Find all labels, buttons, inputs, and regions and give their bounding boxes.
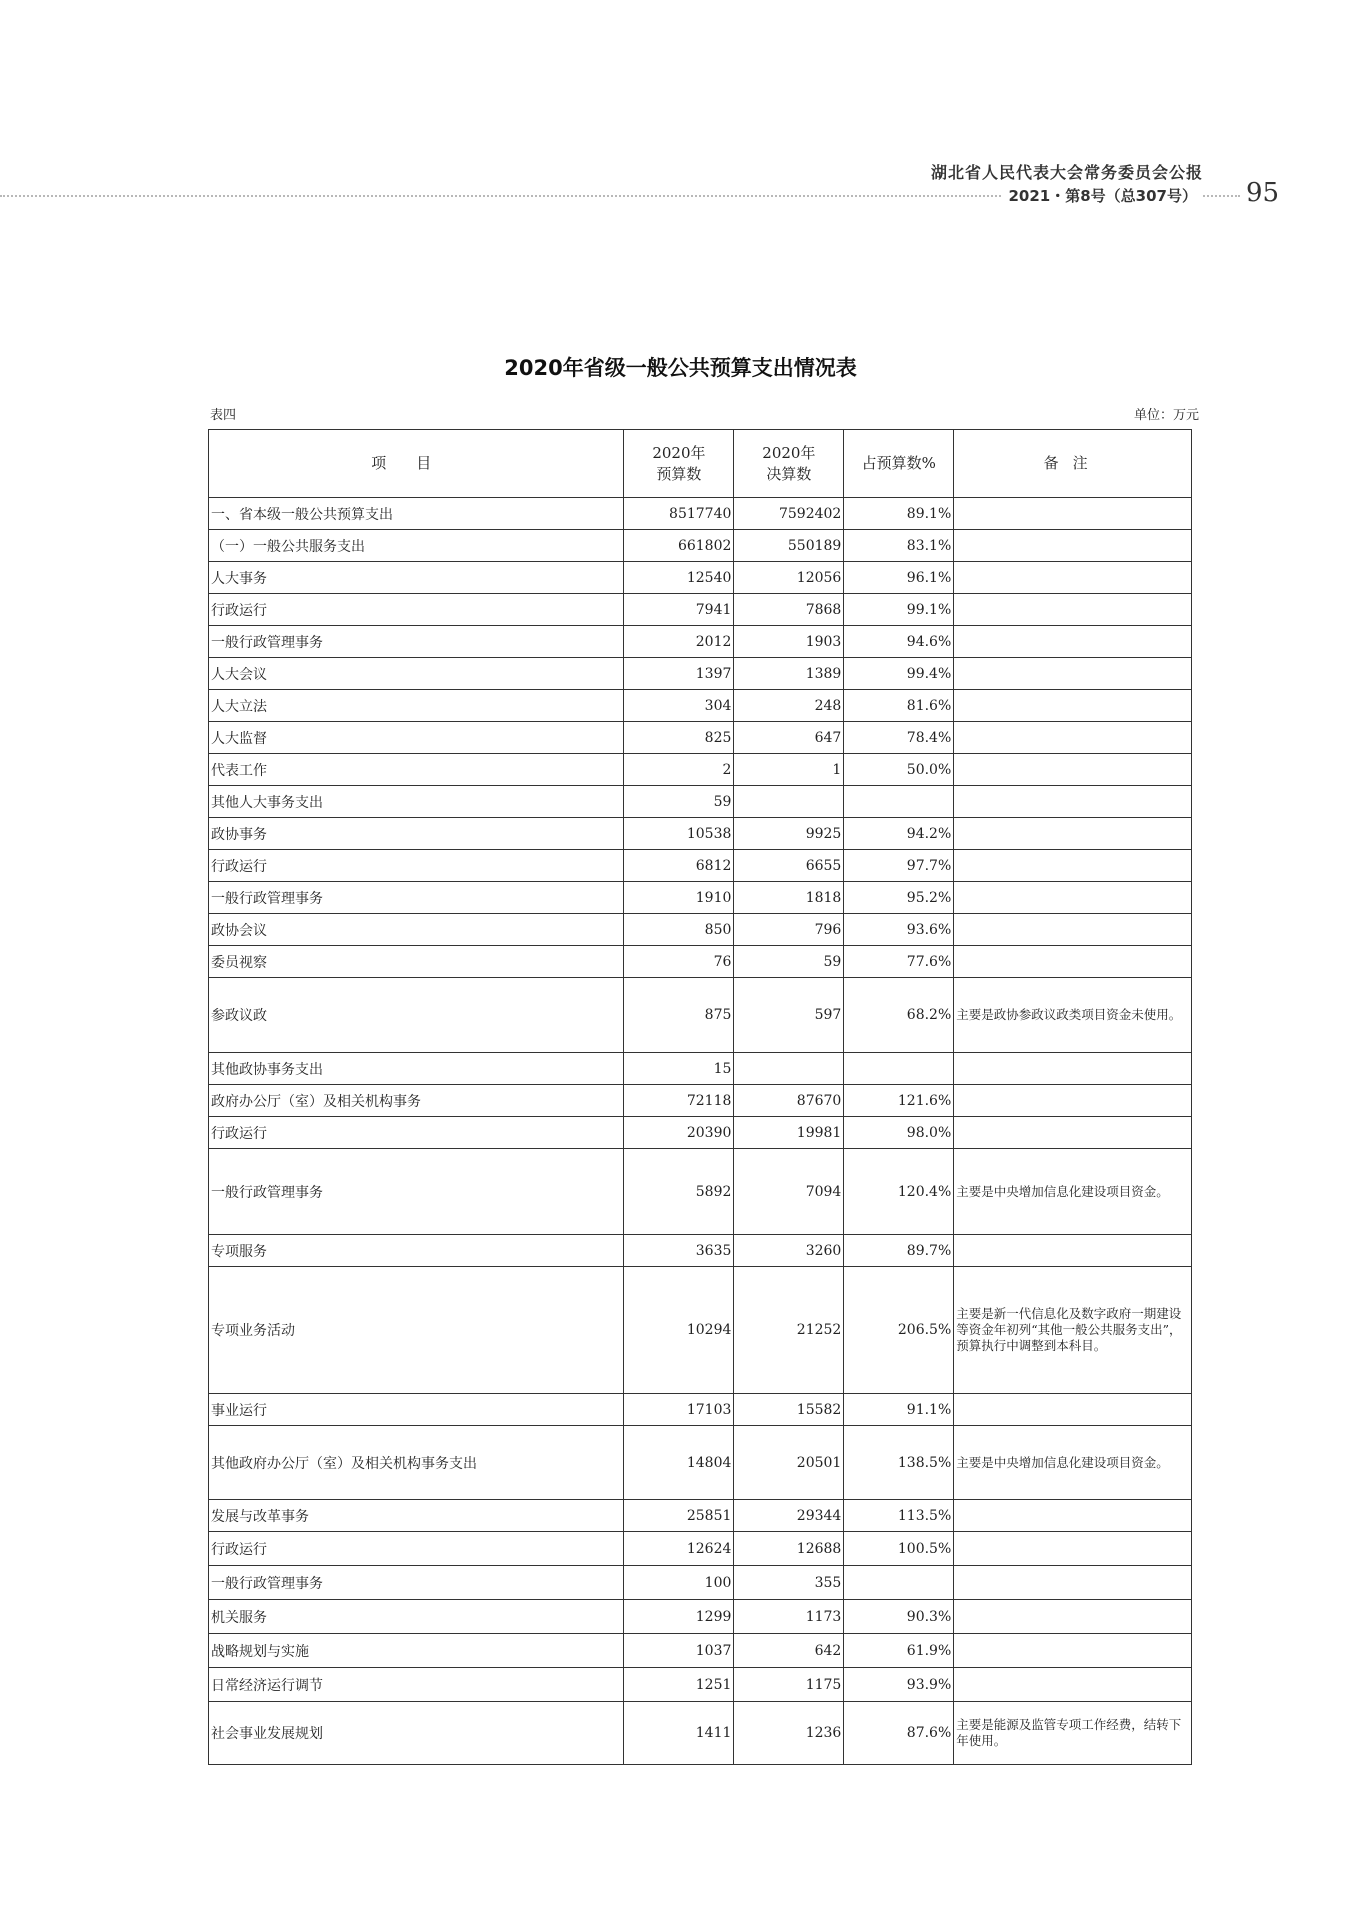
row-item-cell: 行政运行 xyxy=(209,850,624,882)
table-title: 2020年省级一般公共预算支出情况表 xyxy=(504,356,857,380)
row-ratio-cell: 100.5% xyxy=(844,1532,954,1566)
table-row xyxy=(209,1566,1192,1600)
row-item-cell: 人大事务 xyxy=(209,562,624,594)
row-final-cell: 19981 xyxy=(734,1117,844,1149)
row-item-cell: 一般行政管理事务 xyxy=(209,1566,624,1600)
row-item-cell: 专项服务 xyxy=(209,1235,624,1267)
row-final-cell: 1389 xyxy=(734,658,844,690)
row-note-cell xyxy=(954,1053,1192,1085)
row-note-cell xyxy=(954,1600,1192,1634)
table-row xyxy=(209,1702,1192,1765)
column-header-budget xyxy=(624,430,734,498)
row-item-cell: （一）一般公共服务支出 xyxy=(209,530,624,562)
row-budget-cell: 1910 xyxy=(624,882,734,914)
table-row xyxy=(209,1426,1192,1500)
row-note-cell xyxy=(954,1117,1192,1149)
table-row xyxy=(209,1053,1192,1085)
row-ratio-cell: 77.6% xyxy=(844,946,954,978)
row-final-cell: 642 xyxy=(734,1634,844,1668)
row-final-cell: 29344 xyxy=(734,1500,844,1532)
row-item-cell: 其他人大事务支出 xyxy=(209,786,624,818)
row-item-cell: 参政议政 xyxy=(209,978,624,1053)
row-note-cell xyxy=(954,914,1192,946)
table-row xyxy=(209,1668,1192,1702)
row-ratio-cell: 91.1% xyxy=(844,1394,954,1426)
row-item-cell: 人大监督 xyxy=(209,722,624,754)
table-row xyxy=(209,818,1192,850)
row-budget-cell: 15 xyxy=(624,1053,734,1085)
row-item-cell: 人大立法 xyxy=(209,690,624,722)
row-final-cell: 796 xyxy=(734,914,844,946)
publication-issue: 2021・第8号（总307号） xyxy=(1003,185,1204,206)
row-note-cell: 主要是政协参政议政类项目资金未使用。 xyxy=(954,978,1192,1053)
row-ratio-cell: 87.6% xyxy=(844,1702,954,1765)
row-final-cell: 59 xyxy=(734,946,844,978)
table-row xyxy=(209,594,1192,626)
row-final-cell: 550189 xyxy=(734,530,844,562)
table-label: 表四 xyxy=(210,408,237,423)
row-note-cell: 主要是新一代信息化及数字政府一期建设等资金年初列“其他一般公共服务支出”，预算执行中调整到本科目。 xyxy=(954,1267,1192,1394)
row-item-cell: 战略规划与实施 xyxy=(209,1634,624,1668)
row-budget-cell: 1037 xyxy=(624,1634,734,1668)
row-ratio-cell: 78.4% xyxy=(844,722,954,754)
row-ratio-cell: 95.2% xyxy=(844,882,954,914)
row-ratio-cell: 89.7% xyxy=(844,1235,954,1267)
table-row xyxy=(209,1394,1192,1426)
row-item-cell: 政协会议 xyxy=(209,914,624,946)
row-note-cell xyxy=(954,754,1192,786)
row-budget-cell: 12540 xyxy=(624,562,734,594)
row-final-cell: 7094 xyxy=(734,1149,844,1235)
row-item-cell: 机关服务 xyxy=(209,1600,624,1634)
row-final-cell: 7592402 xyxy=(734,498,844,530)
table-row xyxy=(209,626,1192,658)
row-budget-cell: 25851 xyxy=(624,1500,734,1532)
row-final-cell: 9925 xyxy=(734,818,844,850)
row-budget-cell: 12624 xyxy=(624,1532,734,1566)
row-note-cell xyxy=(954,1085,1192,1117)
row-ratio-cell xyxy=(844,1566,954,1600)
row-ratio-cell: 50.0% xyxy=(844,754,954,786)
table-row xyxy=(209,562,1192,594)
row-ratio-cell xyxy=(844,786,954,818)
row-note-cell xyxy=(954,498,1192,530)
row-budget-cell: 7941 xyxy=(624,594,734,626)
row-budget-cell: 661802 xyxy=(624,530,734,562)
column-header-ratio: 占预算数% xyxy=(844,430,954,498)
row-note-cell xyxy=(954,882,1192,914)
row-final-cell: 1236 xyxy=(734,1702,844,1765)
page-number: 95 xyxy=(1240,178,1279,208)
row-budget-cell: 1397 xyxy=(624,658,734,690)
expenditure-table xyxy=(208,429,1192,1765)
row-note-cell xyxy=(954,690,1192,722)
column-header-final xyxy=(734,430,844,498)
table-row xyxy=(209,1500,1192,1532)
row-note-cell xyxy=(954,1394,1192,1426)
table-body xyxy=(209,498,1192,1765)
table-row xyxy=(209,1634,1192,1668)
row-final-cell: 6655 xyxy=(734,850,844,882)
budget-header-line2: 预算数 xyxy=(656,464,702,483)
row-final-cell: 20501 xyxy=(734,1426,844,1500)
row-item-cell: 事业运行 xyxy=(209,1394,624,1426)
row-note-cell xyxy=(954,946,1192,978)
row-final-cell: 1903 xyxy=(734,626,844,658)
row-item-cell: 一、省本级一般公共预算支出 xyxy=(209,498,624,530)
row-item-cell: 政府办公厅（室）及相关机构事务 xyxy=(209,1085,624,1117)
table-unit: 单位：万元 xyxy=(1133,408,1199,423)
row-note-cell xyxy=(954,722,1192,754)
row-item-cell: 发展与改革事务 xyxy=(209,1500,624,1532)
row-item-cell: 一般行政管理事务 xyxy=(209,1149,624,1235)
row-item-cell: 其他政府办公厅（室）及相关机构事务支出 xyxy=(209,1426,624,1500)
row-ratio-cell: 81.6% xyxy=(844,690,954,722)
row-ratio-cell: 97.7% xyxy=(844,850,954,882)
table-row xyxy=(209,690,1192,722)
row-item-cell: 社会事业发展规划 xyxy=(209,1702,624,1765)
row-ratio-cell: 120.4% xyxy=(844,1149,954,1235)
row-budget-cell: 100 xyxy=(624,1566,734,1600)
row-final-cell xyxy=(734,1053,844,1085)
table-row xyxy=(209,914,1192,946)
row-note-cell xyxy=(954,1668,1192,1702)
row-ratio-cell: 98.0% xyxy=(844,1117,954,1149)
table-row xyxy=(209,658,1192,690)
row-budget-cell: 1411 xyxy=(624,1702,734,1765)
row-note-cell xyxy=(954,530,1192,562)
row-note-cell xyxy=(954,1566,1192,1600)
row-note-cell xyxy=(954,786,1192,818)
row-budget-cell: 1251 xyxy=(624,1668,734,1702)
row-budget-cell: 76 xyxy=(624,946,734,978)
table-row xyxy=(209,978,1192,1053)
table-row xyxy=(209,1600,1192,1634)
row-item-cell: 人大会议 xyxy=(209,658,624,690)
row-ratio-cell: 83.1% xyxy=(844,530,954,562)
row-ratio-cell: 68.2% xyxy=(844,978,954,1053)
row-final-cell: 15582 xyxy=(734,1394,844,1426)
row-final-cell: 647 xyxy=(734,722,844,754)
row-item-cell: 一般行政管理事务 xyxy=(209,882,624,914)
row-budget-cell: 10538 xyxy=(624,818,734,850)
table-row xyxy=(209,722,1192,754)
row-item-cell: 委员视察 xyxy=(209,946,624,978)
row-ratio-cell: 99.1% xyxy=(844,594,954,626)
final-header-line2: 决算数 xyxy=(766,464,812,483)
row-ratio-cell xyxy=(844,1053,954,1085)
row-final-cell: 12688 xyxy=(734,1532,844,1566)
row-final-cell: 248 xyxy=(734,690,844,722)
row-note-cell: 主要是中央增加信息化建设项目资金。 xyxy=(954,1149,1192,1235)
row-final-cell: 21252 xyxy=(734,1267,844,1394)
row-ratio-cell: 113.5% xyxy=(844,1500,954,1532)
table-row xyxy=(209,1085,1192,1117)
row-note-cell xyxy=(954,562,1192,594)
row-budget-cell: 8517740 xyxy=(624,498,734,530)
row-ratio-cell: 99.4% xyxy=(844,658,954,690)
table-row xyxy=(209,1149,1192,1235)
row-item-cell: 日常经济运行调节 xyxy=(209,1668,624,1702)
row-budget-cell: 72118 xyxy=(624,1085,734,1117)
row-final-cell: 1173 xyxy=(734,1600,844,1634)
row-item-cell: 代表工作 xyxy=(209,754,624,786)
row-budget-cell: 17103 xyxy=(624,1394,734,1426)
row-note-cell xyxy=(954,1500,1192,1532)
row-budget-cell: 20390 xyxy=(624,1117,734,1149)
row-note-cell: 主要是能源及监管专项工作经费，结转下年使用。 xyxy=(954,1702,1192,1765)
row-budget-cell: 850 xyxy=(624,914,734,946)
row-budget-cell: 1299 xyxy=(624,1600,734,1634)
row-budget-cell: 2012 xyxy=(624,626,734,658)
row-item-cell: 政协事务 xyxy=(209,818,624,850)
row-final-cell: 1 xyxy=(734,754,844,786)
row-item-cell: 专项业务活动 xyxy=(209,1267,624,1394)
table-row xyxy=(209,1267,1192,1394)
column-header-note: 备注 xyxy=(954,430,1192,498)
budget-header-line1: 2020年 xyxy=(652,443,706,462)
row-note-cell xyxy=(954,626,1192,658)
row-ratio-cell: 121.6% xyxy=(844,1085,954,1117)
row-item-cell: 行政运行 xyxy=(209,1117,624,1149)
row-note-cell xyxy=(954,1634,1192,1668)
table-row xyxy=(209,1532,1192,1566)
row-final-cell: 12056 xyxy=(734,562,844,594)
row-note-cell xyxy=(954,594,1192,626)
row-final-cell: 355 xyxy=(734,1566,844,1600)
row-final-cell: 597 xyxy=(734,978,844,1053)
table-header-row xyxy=(209,430,1192,498)
row-budget-cell: 304 xyxy=(624,690,734,722)
row-note-cell xyxy=(954,1235,1192,1267)
row-budget-cell: 5892 xyxy=(624,1149,734,1235)
row-budget-cell: 14804 xyxy=(624,1426,734,1500)
row-ratio-cell: 96.1% xyxy=(844,562,954,594)
row-item-cell: 一般行政管理事务 xyxy=(209,626,624,658)
row-final-cell: 7868 xyxy=(734,594,844,626)
row-final-cell: 1818 xyxy=(734,882,844,914)
row-ratio-cell: 94.6% xyxy=(844,626,954,658)
row-ratio-cell: 89.1% xyxy=(844,498,954,530)
final-header-line1: 2020年 xyxy=(762,443,816,462)
table-row xyxy=(209,530,1192,562)
row-budget-cell: 875 xyxy=(624,978,734,1053)
row-item-cell: 行政运行 xyxy=(209,594,624,626)
row-note-cell xyxy=(954,658,1192,690)
row-note-cell xyxy=(954,1532,1192,1566)
table-row xyxy=(209,882,1192,914)
row-ratio-cell: 61.9% xyxy=(844,1634,954,1668)
row-item-cell: 行政运行 xyxy=(209,1532,624,1566)
table-row xyxy=(209,850,1192,882)
row-ratio-cell: 138.5% xyxy=(844,1426,954,1500)
row-budget-cell: 10294 xyxy=(624,1267,734,1394)
row-budget-cell: 2 xyxy=(624,754,734,786)
row-note-cell xyxy=(954,850,1192,882)
row-budget-cell: 825 xyxy=(624,722,734,754)
table-row xyxy=(209,946,1192,978)
column-header-item: 项目 xyxy=(209,430,624,498)
row-note-cell: 主要是中央增加信息化建设项目资金。 xyxy=(954,1426,1192,1500)
row-ratio-cell: 93.9% xyxy=(844,1668,954,1702)
row-ratio-cell: 206.5% xyxy=(844,1267,954,1394)
row-ratio-cell: 90.3% xyxy=(844,1600,954,1634)
row-ratio-cell: 94.2% xyxy=(844,818,954,850)
row-ratio-cell: 93.6% xyxy=(844,914,954,946)
row-note-cell xyxy=(954,818,1192,850)
row-final-cell: 87670 xyxy=(734,1085,844,1117)
table-row xyxy=(209,754,1192,786)
row-budget-cell: 3635 xyxy=(624,1235,734,1267)
row-final-cell xyxy=(734,786,844,818)
table-row xyxy=(209,1117,1192,1149)
row-final-cell: 3260 xyxy=(734,1235,844,1267)
row-final-cell: 1175 xyxy=(734,1668,844,1702)
table-row xyxy=(209,786,1192,818)
row-budget-cell: 59 xyxy=(624,786,734,818)
table-row xyxy=(209,498,1192,530)
table-row xyxy=(209,1235,1192,1267)
row-item-cell: 其他政协事务支出 xyxy=(209,1053,624,1085)
row-budget-cell: 6812 xyxy=(624,850,734,882)
publication-name: 湖北省人民代表大会常务委员会公报 xyxy=(930,163,1203,182)
